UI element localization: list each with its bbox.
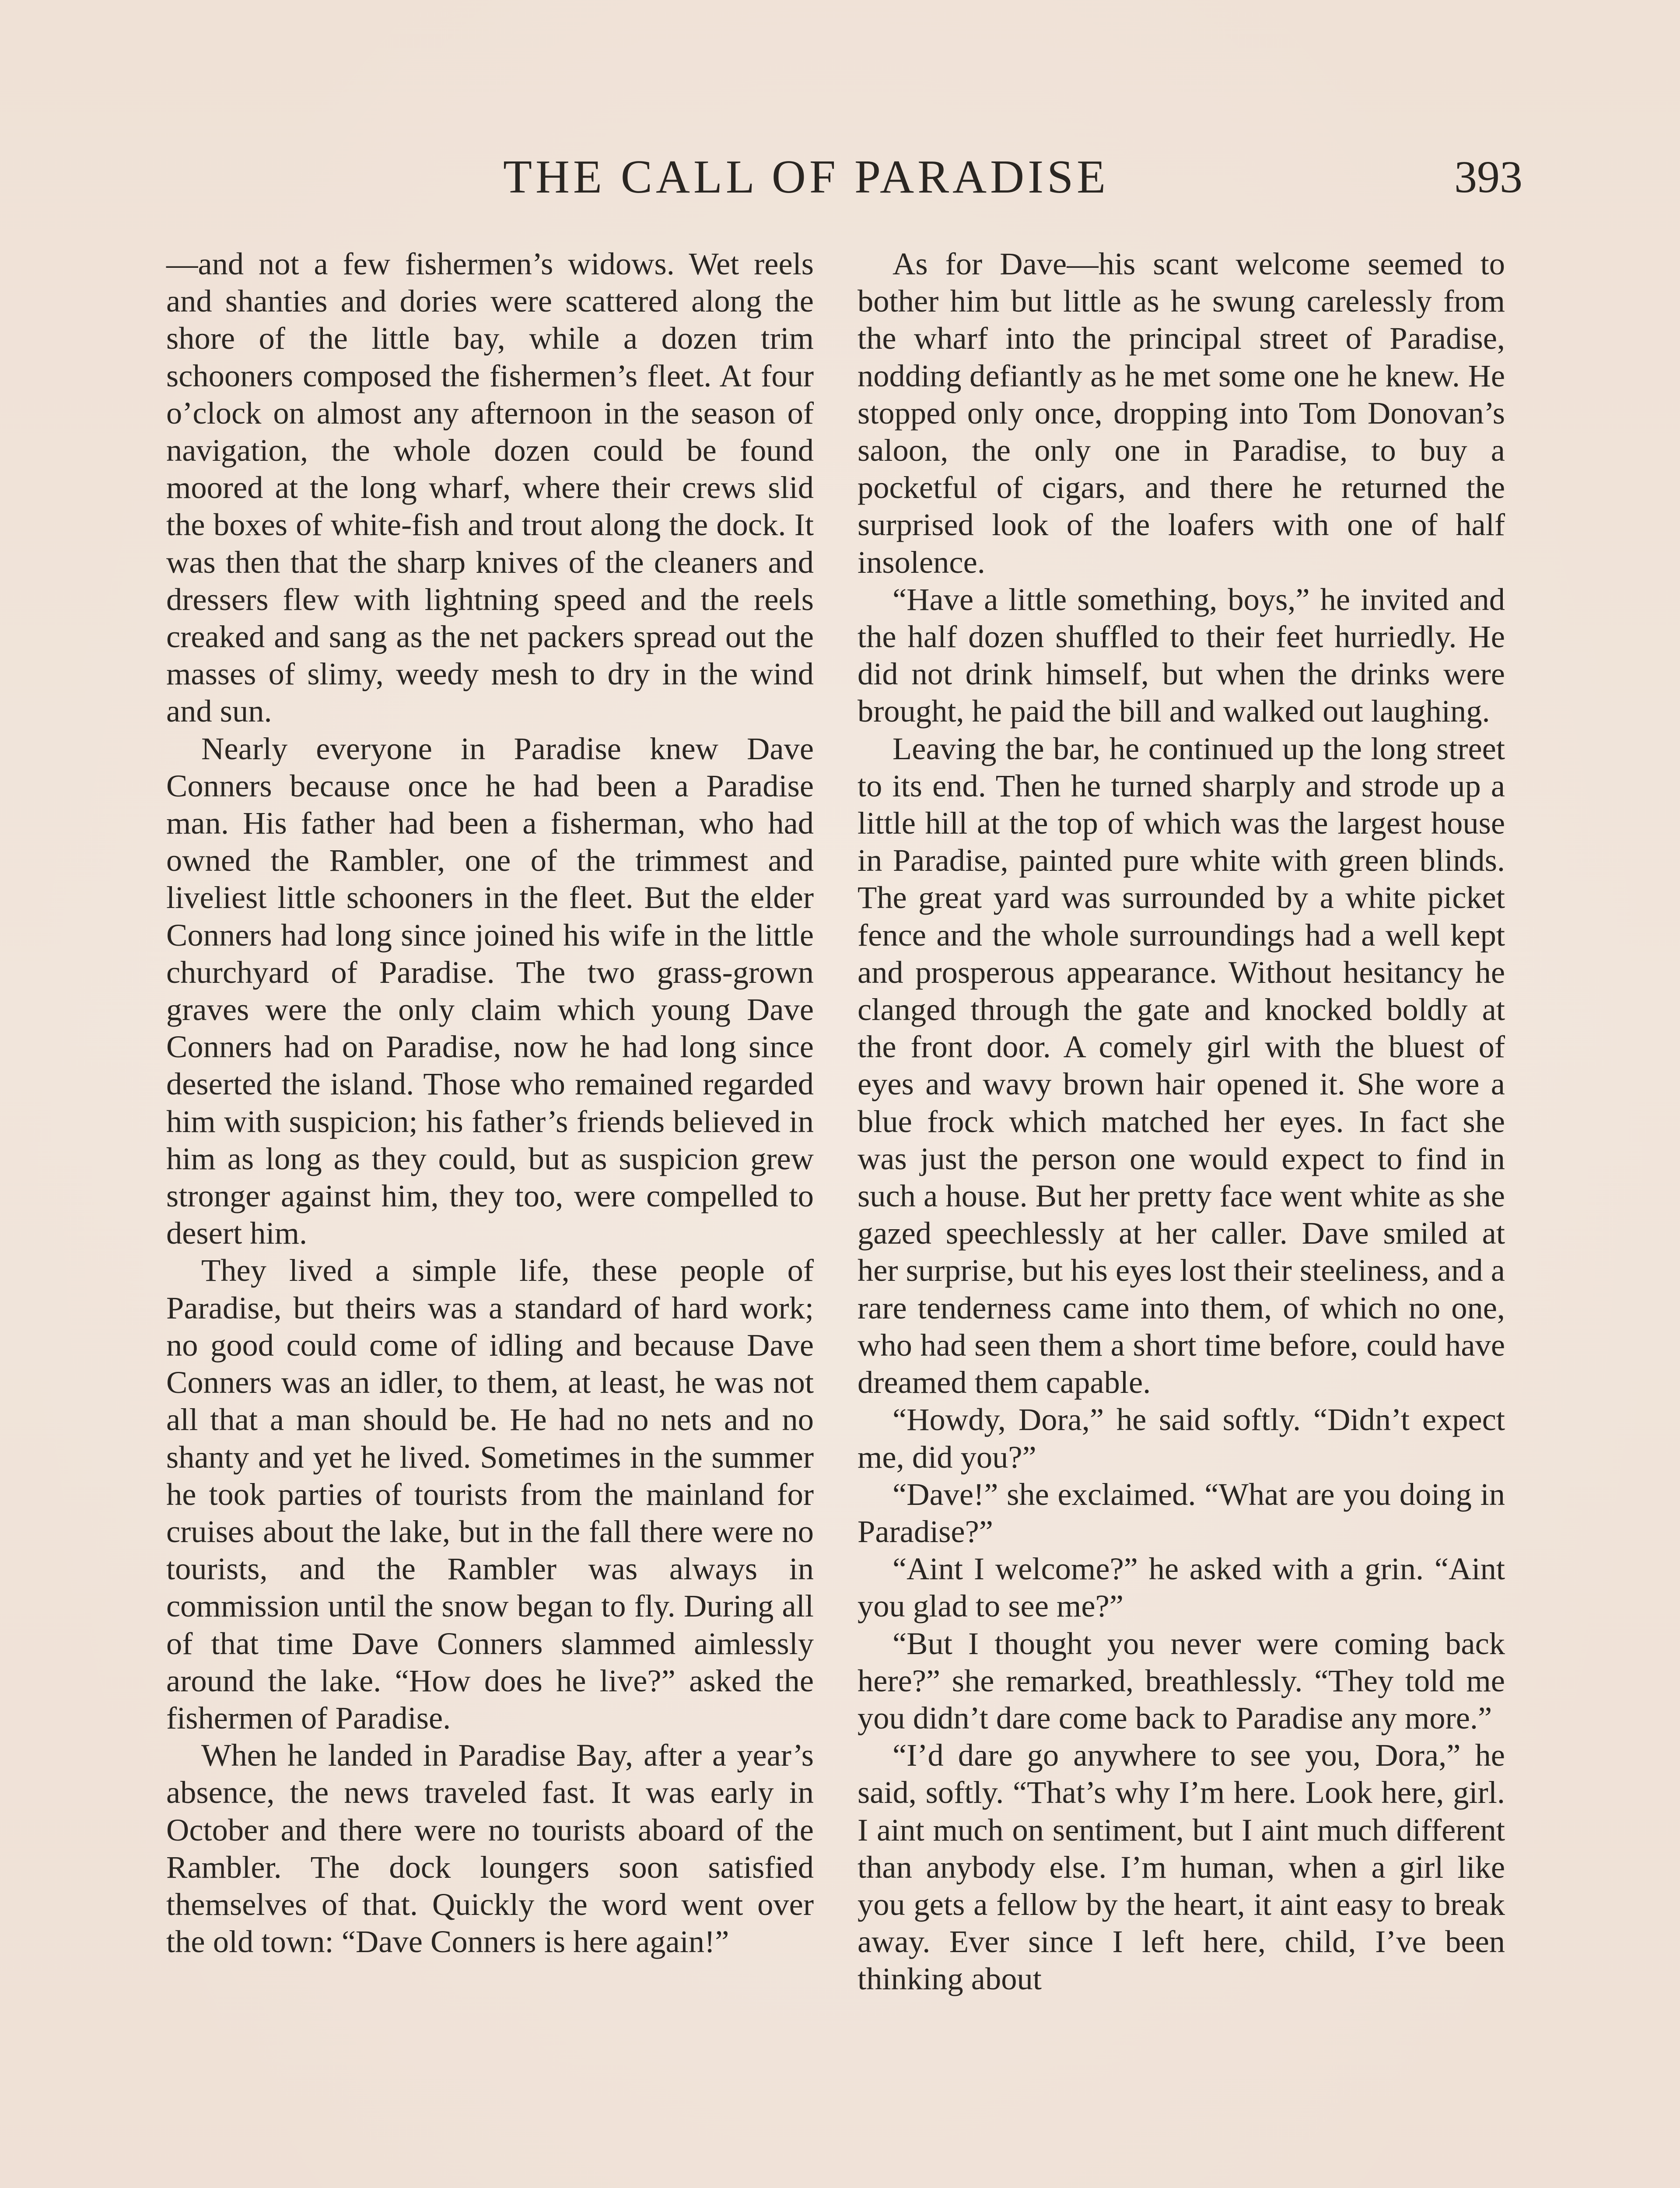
paragraph: Nearly everyone in Paradise knew Dave Conners because once he had been a Paradise man. His father had been a fisherman, who had owned the Rambler, one of the trimmest and liveliest little schooners in the fleet. But the elder Conners had long since joined his wife in the little churchyard of Paradise. The two grass-grown graves were the only claim which young Dave Conners had on Paradise, now he had long since deserted the island. Those who remained regarded him with suspicion; his father’s friends believed in him as long as they could, but as suspicion grew stronger against him, they too, were compelled to desert him. xyxy=(166,730,814,1251)
page-number: 393 xyxy=(1454,152,1522,202)
paragraph: When he landed in Paradise Bay, after a year’s absence, the news traveled fast. It was early in October and there were no tourists aboard of the Rambler. The dock loungers soon satisfied themselves of that. Quickly the word went over the old town: “Dave Conners is here again!” xyxy=(166,1737,814,1960)
running-title: THE CALL OF PARADISE xyxy=(503,151,1110,203)
left-text-column xyxy=(166,245,814,1960)
paragraph: Leaving the bar, he continued up the long street to its end. Then he turned sharply and strode up a little hill at the top of which was the largest house in Paradise, painted pure white with green blinds. The great yard was surrounded by a white picket fence and the whole surroundings had a well kept and prosperous appearance. Without hesitancy he clanged through the gate and knocked boldly at the front door. A comely girl with the bluest of eyes and wavy brown hair opened it. She wore a blue frock which matched her eyes. In fact she was just the person one would expect to find in such a house. But her pretty face went white as she gazed speechlessly at her caller. Dave smiled at her surprise, but his eyes lost their steeliness, and a rare tenderness came into them, of which no one, who had seen them a short time before, could have dreamed them capable. xyxy=(858,730,1505,1400)
paragraph: “Howdy, Dora,” he said softly. “Didn’t expect me, did you?” xyxy=(858,1402,1505,1475)
right-text-column xyxy=(858,245,1505,1998)
paragraph: —and not a few fishermen’s widows. Wet reels and shanties and dories were scattered along the shore of the little bay, while a dozen trim schooners composed the fishermen’s fleet. At four o’clock on almost any afternoon in the season of navigation, the whole dozen could be found moored at the long wharf, where their crews slid the boxes of white-fish and trout along the dock. It was then that the sharp knives of the cleaners and dressers flew with lightning speed and the reels creaked and sang as the net packers spread out the masses of slimy, weedy mesh to dry in the wind and sun. xyxy=(166,246,814,729)
paragraph: “Aint I welcome?” he asked with a grin. “Aint you glad to see me?” xyxy=(858,1551,1505,1624)
paragraph: “Dave!” she exclaimed. “What are you doing in Paradise?” xyxy=(858,1476,1505,1549)
paragraph: “Have a little something, boys,” he invited and the half dozen shuffled to their feet hurriedly. He did not drink himself, but when the drinks were brought, he paid the bill and walked out laughing. xyxy=(858,581,1505,729)
paragraph: “I’d dare go anywhere to see you, Dora,” he said, softly. “That’s why I’m here. Look here, girl. I aint much on sentiment, but I aint much different than anybody else. I’m human, when a girl like you gets a fellow by the heart, it aint easy to break away. Ever since I left here, child, I’ve been thinking about xyxy=(858,1737,1505,1997)
paragraph: As for Dave—his scant welcome seemed to bother him but little as he swung carelessly from the wharf into the principal street of Paradise, nodding defiantly as he met some one he knew. He stopped only once, dropping into Tom Donovan’s saloon, the only one in Paradise, to buy a pocketful of cigars, and there he returned the surprised look of the loafers with one of half insolence. xyxy=(858,246,1505,580)
paragraph: “But I thought you never were coming back here?” she remarked, breathlessly. “They told me you didn’t dare come back to Paradise any more.” xyxy=(858,1625,1505,1736)
paragraph: They lived a simple life, these people of Paradise, but theirs was a standard of hard work; no good could come of idling and because Dave Conners was an idler, to them, at least, he was not all that a man should be. He had no nets and no shanty and yet he lived. Sometimes in the summer he took parties of tourists from the mainland for cruises about the lake, but in the fall there were no tourists, and the Rambler was always in commission until the snow began to fly. During all of that time Dave Conners slammed aimlessly around the lake. “How does he live?” asked the fishermen of Paradise. xyxy=(166,1252,814,1736)
running-header xyxy=(166,144,1522,210)
